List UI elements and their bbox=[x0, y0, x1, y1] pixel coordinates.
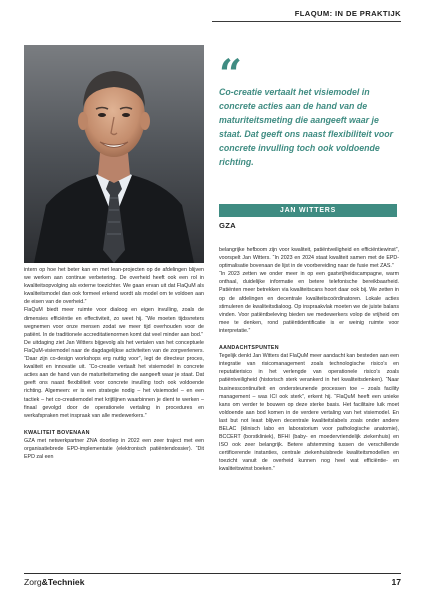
quote-mark-icon: “ bbox=[219, 51, 243, 98]
footer-rule bbox=[24, 573, 401, 574]
paragraph: intern op hoe het beter kan en met lean-projecten op de afdelingen blijven we werken aan continue verbetering. De overheid heeft ook een rol in kwaliteitsopvolging als externe toezichter. We gaan ervan uit dat FlaQuM als kwaliteitsmodel dan ook formeel erkend wordt als model om te voldoen aan de eisen van de overheid.” bbox=[24, 267, 204, 306]
speaker-name-badge: JAN WITTERS bbox=[219, 204, 397, 217]
paragraph: GZA met netwerkpartner ZNA doorliep in 2022 een zeer traject met een organisatiebrede EPD-implementatie (elektronisch patiëntendossier). “Dit EPD zal een bbox=[24, 437, 204, 461]
article-column-right bbox=[219, 246, 399, 474]
paragraph: belangrijke hefboom zijn voor kwaliteit, patiëntveiligheid en efficiëntiewinst”, voorspelt Jan Witters. “In 2023 en 2024 staat kwaliteit samen met de EPD-optimalisatie bovenaan de lijst in de voorbereiding naar de fusie met ZAS.” bbox=[219, 247, 399, 270]
paragraph: “In 2023 zetten we onder meer in op een gastvrijheidscampagne, warm onthaal, duidelijke informatie en betere telefonische bereikbaarheid. Patiënten meer betrekken via kwaliteitscans hoort daar ook bij. We zetten in op de afdelingen en decentrale kwaliteitscoördinatoren. Lokale acties stimuleren de kwaliteitsdialoog. Op inspraakvlak moeten we de juiste balans vinden. Voor patiëntbeleving bieden we medewerkers volop de vrijheid om mee te denken, rond patiëntidentificatie is er weinig ruimte voor interpretatie.” bbox=[219, 271, 399, 334]
magazine-brand bbox=[24, 577, 85, 587]
article-column-left bbox=[24, 266, 204, 461]
section-label: FLAQUM: IN DE PRAKTIJK bbox=[294, 9, 401, 18]
header-rule bbox=[212, 21, 401, 22]
paragraph: FlaQuM biedt meer ruimte voor dialoog en eigen invulling, zoals de dimensies efficiëntie en effectiviteit, zo weet hij. “We moeten tijdsvreters wegnemen voor onze mensen zodat we meer tijd overhouden voor de patiënt. In de traditionele accreditatienormen komt dat veel minder aan bod.” bbox=[24, 307, 204, 338]
brand-part-1: Zorg bbox=[24, 577, 42, 587]
page-number: 17 bbox=[391, 577, 401, 587]
paragraph: De uitdaging ziet Jan Witters bijgevolg als het vertalen van het conceptuele FlaQuM-visiemodel naar de dagdagelijkse activiteiten van de zorgverleners. “Daar zijn co-design workshops erg nuttig voor”, legt de directeur proces, kwaliteit en innovatie uit. “Co-creatie vertaalt het visiemodel in concrete acties aan de hand van de maturiteitsmeting die aangeeft waar je staat. Dat geeft ons naast flexibiliteit voor concrete invulling toch ook voldoende richting. Algemeen: er is een strategie nodig – het visiemodel – en een tactiek – het co-creatiemodel met krijtlijnen waarbinnen je dient te werken – finaal gevolgd door de operationele vertaling in procedures en werkafspraken met inspraak van alle medewerkers.” bbox=[24, 339, 204, 419]
pull-quote: Co-creatie vertaalt het visiemodel in concrete acties aan de hand van de maturiteitsmeting die aangeeft waar je staat. Dat geeft ons naast flexibiliteit voor concrete invulling toch ook voldoende richting. bbox=[219, 87, 394, 167]
subheading: AANDACHTSPUNTEN bbox=[219, 345, 279, 352]
portrait-photo bbox=[24, 45, 204, 263]
paragraph: Tegelijk denkt Jan Witters dat FlaQuM meer aandacht kan besteden aan een integratie van risicomanagement zoals technologische risico’s en reputatierisico in het verlengde van operationele risico’s zoals patiëntveiligheid (historisch sterk verankerd in het kwaliteitsdenken). “Naar businesscontinuïteit en ondersteunende processen toe – zoals facility management – was ICI ook sterk”, erkent hij. “FlaQuM heeft een unieke kans om verder te bouwen op deze sterke basis. Het facilitaire luik moet voldoende aan bod komen in de verdere vertaling van het visiemodel. En last but not least blijven decentrale kwaliteitslabels zoals onder andere BELAC (klinisch labo en laboratorium voor pathologische anatomie), BCCERT (borstkliniek), BFHI (baby- en moedervriendelijk ziekenhuis) en ISO ook zeer belangrijk. Betere afstemming tussen de verschillende certificerende instanties, centrale ziekenhuisbrede kwaliteitsmodellen en toezicht vanuit de overheid kunnen nog heel wat efficiëntie- en kwaliteitswinst boeken.” bbox=[219, 353, 399, 473]
portrait-illustration bbox=[24, 45, 204, 263]
subheading: KWALITEIT BOVENAAN bbox=[24, 429, 90, 436]
speaker-organization: GZA bbox=[219, 221, 236, 230]
brand-part-2: &Techniek bbox=[41, 577, 85, 587]
